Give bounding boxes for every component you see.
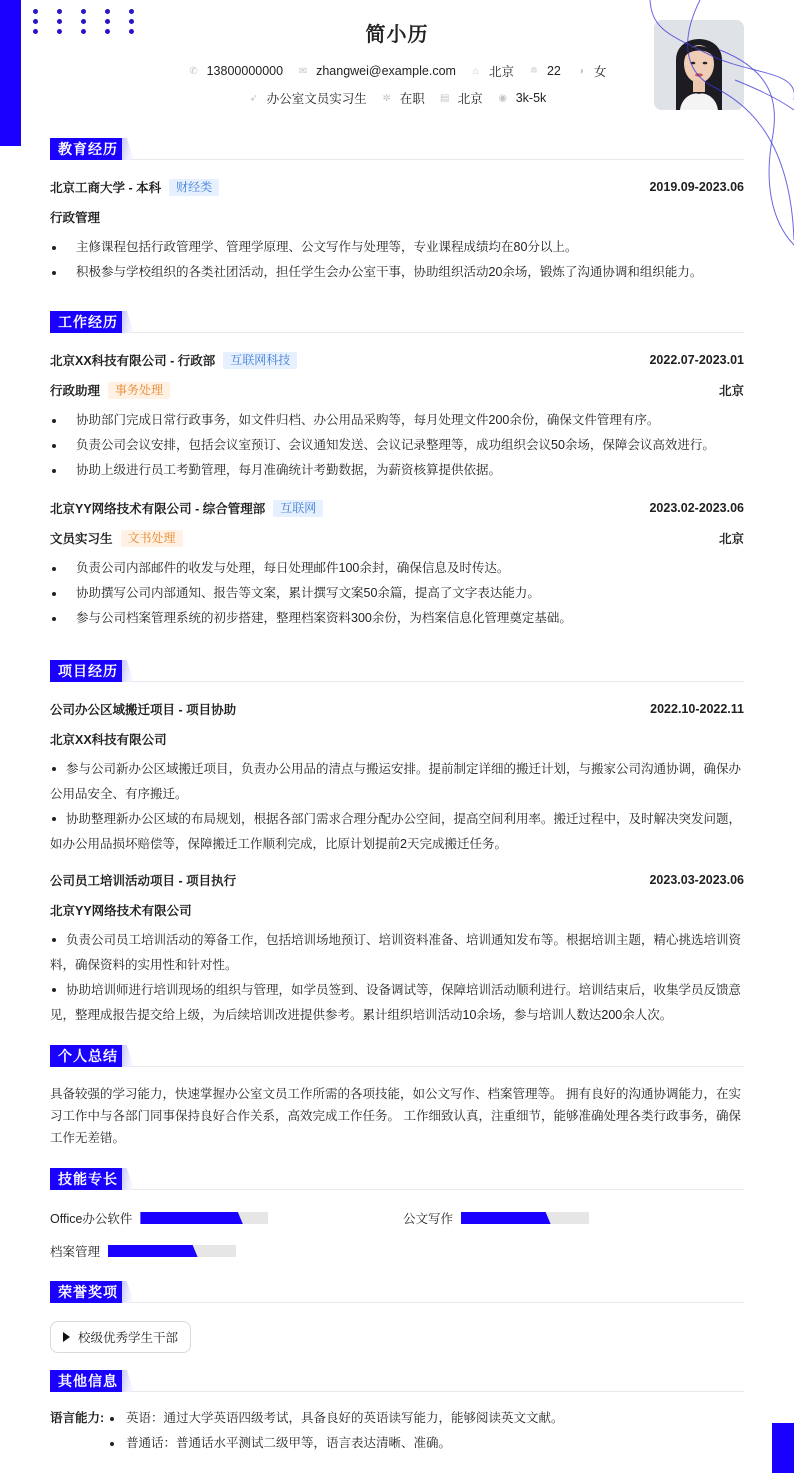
awards-section bbox=[50, 1281, 744, 1353]
role-tag: 文书处理 bbox=[121, 530, 183, 547]
language-label: 语言能力: bbox=[50, 1411, 105, 1425]
bottom-right-accent bbox=[772, 1423, 794, 1473]
avatar-photo bbox=[654, 20, 744, 110]
skill-name: 档案管理 bbox=[50, 1245, 101, 1259]
award-name: 校级优秀学生干部 bbox=[78, 1331, 179, 1345]
contact-age: ≘ 22 bbox=[529, 64, 561, 78]
skill-item bbox=[403, 1208, 589, 1228]
section-title-decoration bbox=[122, 138, 134, 160]
skill-bar-fill bbox=[108, 1245, 198, 1257]
intent-salary: ◉ 3k-5k bbox=[498, 91, 547, 105]
list-item: 协助撰写公司内部通知、报告等文案，累计撰写文案50余篇，提高了文字表达能力。 bbox=[50, 581, 744, 606]
list-item: 英语：通过大学英语四级考试，具备良好的英语读写能力，能够阅读英文文献。 bbox=[108, 1406, 564, 1431]
section-title-decoration bbox=[122, 660, 134, 682]
section-title-decoration bbox=[122, 311, 134, 333]
status-icon: ✲ bbox=[382, 92, 391, 104]
resume-header bbox=[50, 0, 744, 130]
summary-text: 具备较强的学习能力，快速掌握办公室文员工作所需的各项技能，如公文写作、档案管理等。 拥有良好的沟通协调能力，在实习工作中与各部门同事保持良好合作关系，高效完成工作任务。 工作细致认真，注重细节，能够准确处理各类行政事务，确保工作无差错。 bbox=[50, 1087, 741, 1145]
project-entry-header bbox=[50, 694, 744, 724]
role-tag: 事务处理 bbox=[108, 382, 170, 399]
send-icon: ➶ bbox=[249, 92, 258, 104]
section-title bbox=[50, 1168, 744, 1190]
section-label: 其他信息 bbox=[50, 1370, 126, 1392]
school-tag: 财经类 bbox=[169, 179, 219, 196]
project-company-row bbox=[50, 724, 744, 754]
section-title bbox=[50, 138, 744, 160]
contact-email: ✉ zhangwei@example.com bbox=[298, 64, 456, 78]
skill-bar-fill bbox=[461, 1212, 551, 1224]
caret-right-icon bbox=[63, 1332, 70, 1342]
intent-position: ➶ 办公室文员实习生 bbox=[249, 92, 367, 106]
project-company: 北京YY网络技术有限公司 bbox=[50, 904, 192, 918]
contact-gender: ◑ 女 bbox=[575, 62, 607, 80]
company-name: 北京XX科技有限公司 - 行政部 bbox=[50, 354, 216, 368]
work-entry-header bbox=[50, 493, 744, 523]
list-item: 参与公司档案管理系统的初步搭建，整理档案资料300余份，为档案信息化管理奠定基础。 bbox=[50, 606, 744, 631]
list-item: 主修课程包括行政管理学、管理学原理、公文写作与处理等，专业课程成绩均在80分以上。 bbox=[50, 235, 744, 260]
summary-section bbox=[50, 1045, 744, 1149]
project-date: 2022.10-2022.11 bbox=[650, 702, 744, 716]
section-title-decoration bbox=[122, 1045, 134, 1067]
section-label: 教育经历 bbox=[50, 138, 126, 160]
candidate-name: 简小历 bbox=[365, 24, 429, 46]
skill-item bbox=[50, 1208, 268, 1228]
intent-status: ✲ 在职 bbox=[382, 92, 425, 106]
work-location: 北京 bbox=[718, 532, 744, 546]
intent-city: ▤ 北京 bbox=[439, 92, 483, 106]
section-title bbox=[50, 1281, 744, 1303]
industry-tag: 互联网科技 bbox=[223, 352, 297, 369]
section-title bbox=[50, 311, 744, 333]
education-date: 2019.09-2023.06 bbox=[649, 180, 744, 194]
section-label: 项目经历 bbox=[50, 660, 126, 682]
section-label: 技能专长 bbox=[50, 1168, 126, 1190]
gender-icon: ◑ bbox=[577, 65, 584, 77]
skill-name: Office办公软件 bbox=[50, 1212, 133, 1226]
section-title-decoration bbox=[122, 1281, 134, 1303]
portrait-icon bbox=[654, 20, 744, 110]
list-item: 协助整理新办公区域的布局规划，根据各部门需求合理分配办公空间，提高空间利用率。搬迁过程中，及时解决突发问题，如办公用品损坏赔偿等，保障搬迁工作顺利完成，比原计划提前2天完成搬迁任务。 bbox=[50, 812, 742, 851]
section-title bbox=[50, 1370, 744, 1392]
work-role-row bbox=[50, 375, 744, 405]
project-company-row bbox=[50, 895, 744, 925]
age-icon: ≘ bbox=[529, 65, 539, 77]
home-icon: ⌂ bbox=[472, 65, 479, 77]
role: 行政助理 bbox=[50, 384, 101, 398]
skill-bar bbox=[461, 1212, 589, 1224]
phone-icon: ✆ bbox=[189, 65, 198, 77]
list-item: 负责公司员工培训活动的筹备工作，包括培训场地预订、培训资料准备、培训通知发布等。根据培训主题，精心挑选培训资料，确保资料的实用性和针对性。 bbox=[50, 933, 742, 972]
project-name: 公司员工培训活动项目 - 项目执行 bbox=[50, 874, 237, 888]
contact-hometown: ⌂ 北京 bbox=[470, 62, 514, 80]
project-bullets bbox=[50, 757, 744, 857]
building-icon: ▤ bbox=[439, 92, 450, 104]
section-title bbox=[50, 660, 744, 682]
section-title-decoration bbox=[122, 1370, 134, 1392]
industry-tag: 互联网 bbox=[273, 500, 323, 517]
project-entry-header bbox=[50, 865, 744, 895]
project-company: 北京XX科技有限公司 bbox=[50, 733, 167, 747]
project-name: 公司办公区域搬迁项目 - 项目协助 bbox=[50, 703, 237, 717]
major-row bbox=[50, 202, 744, 232]
role: 文员实习生 bbox=[50, 532, 113, 546]
salary-icon: ◉ bbox=[498, 92, 508, 104]
section-label: 个人总结 bbox=[50, 1045, 126, 1067]
intent-row bbox=[50, 89, 744, 107]
work-date: 2022.07-2023.01 bbox=[649, 353, 744, 367]
section-title-decoration bbox=[122, 1168, 134, 1190]
project-date: 2023.03-2023.06 bbox=[649, 873, 744, 887]
language-row bbox=[50, 1392, 744, 1456]
skill-bar bbox=[108, 1245, 236, 1257]
section-label: 荣誉奖项 bbox=[50, 1281, 126, 1303]
skill-bar bbox=[140, 1212, 268, 1224]
education-entry-header bbox=[50, 172, 744, 202]
company-name: 北京YY网络技术有限公司 - 综合管理部 bbox=[50, 502, 266, 516]
skill-item bbox=[50, 1241, 236, 1261]
skill-bar-fill bbox=[140, 1212, 242, 1224]
contact-row bbox=[50, 62, 744, 80]
list-item: 协助部门完成日常行政事务，如文件归档、办公用品采购等，每月处理文件200余份，确保文件管理有序。 bbox=[50, 408, 744, 433]
contact-phone: ✆ 13800000000 bbox=[189, 64, 284, 78]
award-item[interactable] bbox=[50, 1321, 191, 1353]
list-item: 协助培训师进行培训现场的组织与管理，如学员签到、设备调试等，保障培训活动顺利进行。培训结束后，收集学员反馈意见，整理成报告提交给上级，为后续培训改进提供参考。累计组织培训活动10余场，参与培训人数达200余人次。 bbox=[50, 983, 742, 1022]
education-section bbox=[50, 138, 744, 285]
work-date: 2023.02-2023.06 bbox=[649, 501, 744, 515]
skills-list bbox=[50, 1190, 744, 1260]
work-location: 北京 bbox=[718, 384, 744, 398]
skill-name: 公文写作 bbox=[403, 1212, 454, 1226]
work-bullets bbox=[50, 408, 744, 483]
work-entry-header bbox=[50, 345, 744, 375]
other-section bbox=[50, 1370, 744, 1456]
work-section bbox=[50, 311, 744, 631]
project-bullets bbox=[50, 928, 744, 1028]
section-label: 工作经历 bbox=[50, 311, 126, 333]
list-item: 积极参与学校组织的各类社团活动，担任学生会办公室干事，协助组织活动20余场，锻炼了沟通协调和组织能力。 bbox=[50, 260, 744, 285]
left-accent-bar bbox=[0, 0, 21, 146]
email-icon: ✉ bbox=[298, 65, 308, 77]
section-title bbox=[50, 1045, 744, 1067]
education-bullets bbox=[50, 235, 744, 285]
list-item: 协助上级进行员工考勤管理，每月准确统计考勤数据，为薪资核算提供依据。 bbox=[50, 458, 744, 483]
work-role-row bbox=[50, 523, 744, 553]
work-bullets bbox=[50, 556, 744, 631]
language-list bbox=[108, 1406, 564, 1456]
skills-section bbox=[50, 1168, 744, 1260]
list-item: 参与公司新办公区域搬迁项目，负责办公用品的清点与搬运安排。提前制定详细的搬迁计划，与搬家公司沟通协调，确保办公用品安全、有序搬迁。 bbox=[50, 762, 742, 801]
school-name: 北京工商大学 - 本科 bbox=[50, 181, 162, 195]
list-item: 负责公司内部邮件的收发与处理，每日处理邮件100余封，确保信息及时传达。 bbox=[50, 556, 744, 581]
list-item: 负责公司会议安排，包括会议室预订、会议通知发送、会议记录整理等，成功组织会议50余场，保障会议高效进行。 bbox=[50, 433, 744, 458]
major: 行政管理 bbox=[50, 211, 101, 225]
projects-section bbox=[50, 660, 744, 1028]
list-item: 普通话：普通话水平测试二级甲等，语言表达清晰、准确。 bbox=[108, 1431, 564, 1456]
